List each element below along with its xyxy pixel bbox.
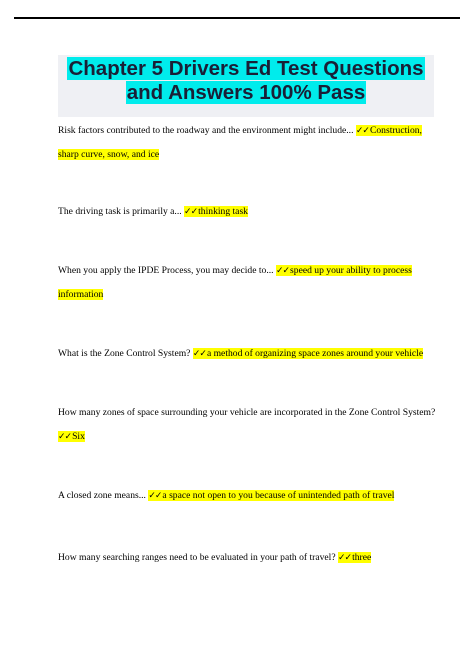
answer-highlight	[338, 552, 371, 563]
top-rule	[14, 17, 460, 19]
answer-highlight	[184, 206, 248, 217]
qa-item-3	[58, 259, 438, 307]
qa-item-6	[58, 484, 438, 508]
page-title	[58, 57, 434, 105]
qa-item-1	[58, 119, 438, 167]
double-check-icon: ✓✓	[275, 266, 290, 276]
question-text: How many searching ranges need to be evaluated in your path of travel?	[58, 552, 336, 563]
answer-text: Construction, sharp curve, snow, and ice	[58, 125, 422, 160]
question-text: What is the Zone Control System?	[58, 348, 191, 359]
answer-text: speed up your ability to process information	[58, 265, 412, 300]
answer-text: three	[352, 552, 372, 563]
qa-item-4	[58, 342, 438, 366]
question-text: Risk factors contributed to the roadway and the environment might include...	[58, 125, 354, 136]
qa-item-2	[58, 200, 438, 224]
question-text: How many zones of space surrounding your vehicle are incorporated in the Zone Control System?	[58, 407, 436, 418]
answer-text: thinking task	[198, 206, 248, 217]
double-check-icon: ✓✓	[184, 207, 198, 217]
double-check-icon: ✓✓	[148, 491, 162, 501]
qa-item-5	[58, 401, 438, 449]
double-check-icon: ✓✓	[192, 349, 206, 359]
double-check-icon: ✓✓	[58, 432, 72, 442]
question-text: The driving task is primarily a...	[58, 206, 182, 217]
answer-highlight	[148, 490, 394, 501]
double-check-icon: ✓✓	[355, 126, 369, 136]
answer-text: a space not open to you because of unintended path of travel	[162, 490, 395, 501]
answer-text: a method of organizing space zones around your vehicle	[206, 348, 424, 359]
double-check-icon: ✓✓	[338, 553, 352, 563]
question-text: A closed zone means...	[58, 490, 146, 501]
answer-highlight	[58, 431, 85, 442]
answer-highlight	[193, 348, 423, 359]
answer-text: Six	[72, 431, 85, 442]
page-title-text: Chapter 5 Drivers Ed Test Questions and Answers 100% Pass	[68, 57, 424, 104]
question-text: When you apply the IPDE Process, you may decide to...	[58, 265, 274, 276]
qa-item-7	[58, 546, 438, 570]
